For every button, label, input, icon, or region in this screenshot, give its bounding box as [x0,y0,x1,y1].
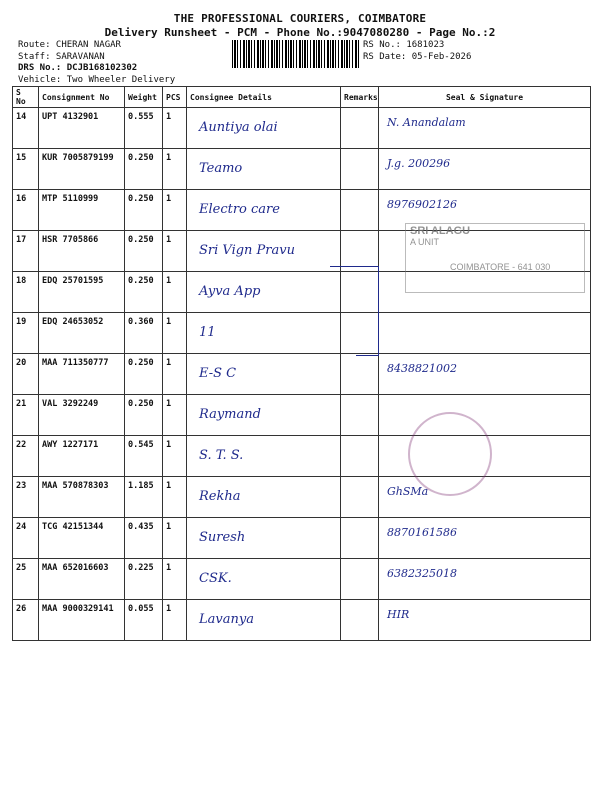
row-consignee: Sri Vign Pravu [199,243,295,258]
row-weight-cell: 0.250 [125,231,163,272]
row-consignee: Auntiya olai [199,120,278,135]
row-signature: J.g. 200296 [387,157,451,170]
table-row [13,518,591,559]
rs-number: RS No.: 1681023 [363,40,445,50]
row-consignee: S. T. S. [199,448,244,463]
row-consignment-no-cell: MTP 5110999 [39,190,125,231]
row-signature-cell [379,313,591,354]
row-pcs-cell: 1 [163,436,187,477]
table-row [13,354,591,395]
col-weight: Weight [125,87,163,108]
row-sno-cell: 24 [13,518,39,559]
row-remarks-cell [341,108,379,149]
row-consignee: Teamo [199,161,243,176]
row-signature: 8976902126 [387,198,457,211]
row-remarks-cell [341,477,379,518]
row-consignee-cell [187,313,341,354]
row-consignment-no-cell: EDQ 24653052 [39,313,125,354]
row-remarks-cell [341,559,379,600]
delivery-table [12,86,591,641]
row-consignee-cell [187,395,341,436]
row-sno-cell: 18 [13,272,39,313]
row-consignment-no-cell: KUR 7005879199 [39,149,125,190]
row-signature-cell [379,518,591,559]
table-row [13,559,591,600]
row-signature-cell [379,477,591,518]
row-consignee: 11 [199,325,216,340]
table-row [13,436,591,477]
row-weight-cell: 0.225 [125,559,163,600]
row-consignment-no-cell: UPT 4132901 [39,108,125,149]
row-consignment-no-cell: EDQ 25701595 [39,272,125,313]
row-remarks-cell [341,354,379,395]
row-consignee-cell [187,600,341,641]
row-signature: GhSMa [387,485,429,498]
row-consignee-cell [187,190,341,231]
col-consignee: Consignee Details [187,87,341,108]
row-consignee: Rekha [199,489,241,504]
row-signature-cell [379,559,591,600]
row-signature-cell [379,600,591,641]
row-signature: HIR [387,608,410,621]
col-consignment: Consignment No [39,87,125,108]
runsheet-meta-left [18,40,175,86]
stamp-line-1: SRI ALAGU [410,225,471,237]
runsheet-meta-right [363,40,471,63]
row-pcs-cell: 1 [163,354,187,395]
row-pcs-cell: 1 [163,395,187,436]
row-sno-cell: 15 [13,149,39,190]
company-name: THE PROFESSIONAL COURIERS, COIMBATORE [173,12,427,25]
row-weight-cell: 0.360 [125,313,163,354]
row-remarks-cell [341,518,379,559]
row-consignment-no-cell: TCG 42151344 [39,518,125,559]
row-pcs-cell: 1 [163,518,187,559]
table-row [13,149,591,190]
col-pcs: PCS [163,87,187,108]
row-consignee-cell [187,108,341,149]
company-stamp [405,223,585,293]
row-consignee-cell [187,559,341,600]
runsheet-title: Delivery Runsheet - PCM - Phone No.:9047080280 - Page No.:2 [104,26,496,39]
row-consignee: Raymand [199,407,261,422]
col-remarks: Remarks [341,87,379,108]
row-sno-cell: 20 [13,354,39,395]
row-consignee-cell [187,477,341,518]
row-remarks-cell [341,600,379,641]
row-weight-cell: 0.250 [125,354,163,395]
stamp-line-2: A UNIT [410,237,440,247]
row-weight-cell: 0.250 [125,395,163,436]
row-weight-cell: 0.250 [125,190,163,231]
row-consignment-no-cell: MAA 711350777 [39,354,125,395]
row-sno-cell: 26 [13,600,39,641]
row-signature: 8870161586 [387,526,457,539]
row-consignee-cell [187,354,341,395]
row-signature-cell [379,354,591,395]
staff: Staff: SARAVANAN [18,51,105,62]
row-consignee: Electro care [199,202,280,217]
table-header [13,87,591,108]
row-consignment-no-cell: MAA 652016603 [39,559,125,600]
row-sno-cell: 22 [13,436,39,477]
row-pcs-cell: 1 [163,600,187,641]
row-consignee: Ayva App [199,284,261,299]
row-signature: N. Anandalam [387,116,466,129]
stamp-line-3: COIMBATORE - 641 030 [450,262,551,272]
row-consignee-cell [187,149,341,190]
row-pcs-cell: 1 [163,559,187,600]
row-sno-cell: 16 [13,190,39,231]
route: Route: CHERAN NAGAR [18,40,121,50]
vehicle: Vehicle: Two Wheeler Delivery [18,74,176,85]
table-row [13,477,591,518]
row-consignee-cell [187,436,341,477]
table-body [13,108,591,641]
row-remarks-cell [341,436,379,477]
row-weight-cell: 0.435 [125,518,163,559]
row-weight-cell: 0.545 [125,436,163,477]
row-consignment-no-cell: AWY 1227171 [39,436,125,477]
col-sno: S No [13,87,39,108]
table-row [13,313,591,354]
row-signature-cell [379,149,591,190]
round-seal [408,412,492,496]
row-pcs-cell: 1 [163,231,187,272]
handwritten-bracket [356,266,379,356]
row-consignment-no-cell: MAA 570878303 [39,477,125,518]
table-row [13,600,591,641]
row-consignee-cell [187,231,341,272]
row-pcs-cell: 1 [163,313,187,354]
row-sno-cell: 21 [13,395,39,436]
row-signature-cell [379,108,591,149]
row-weight-cell: 0.055 [125,600,163,641]
row-sno-cell: 19 [13,313,39,354]
row-remarks-cell [341,395,379,436]
row-consignee: E-S C [199,366,237,381]
row-consignment-no-cell: MAA 9000329141 [39,600,125,641]
rs-date: RS Date: 05-Feb-2026 [363,51,472,62]
row-signature: 6382325018 [387,567,457,580]
row-remarks-cell [341,149,379,190]
row-consignee: Lavanya [199,612,254,627]
row-weight-cell: 0.555 [125,108,163,149]
row-consignee-cell [187,272,341,313]
row-weight-cell: 1.185 [125,477,163,518]
row-signature: 8438821002 [387,362,457,375]
row-pcs-cell: 1 [163,108,187,149]
row-consignment-no-cell: VAL 3292249 [39,395,125,436]
row-pcs-cell: 1 [163,272,187,313]
barcode [232,40,360,68]
row-weight-cell: 0.250 [125,149,163,190]
row-consignee-cell [187,518,341,559]
row-remarks-cell [341,190,379,231]
drs-number: DRS No.: DCJB168102302 [18,63,138,73]
row-sno-cell: 14 [13,108,39,149]
row-consignment-no-cell: HSR 7705866 [39,231,125,272]
row-pcs-cell: 1 [163,477,187,518]
handwritten-bracket-top [330,266,358,267]
table-row [13,395,591,436]
col-signature: Seal & Signature [379,87,591,108]
row-pcs-cell: 1 [163,190,187,231]
row-sno-cell: 23 [13,477,39,518]
row-sno-cell: 25 [13,559,39,600]
row-consignee: Suresh [199,530,246,545]
row-weight-cell: 0.250 [125,272,163,313]
row-sno-cell: 17 [13,231,39,272]
row-consignee: CSK. [199,571,232,586]
row-pcs-cell: 1 [163,149,187,190]
table-row [13,108,591,149]
